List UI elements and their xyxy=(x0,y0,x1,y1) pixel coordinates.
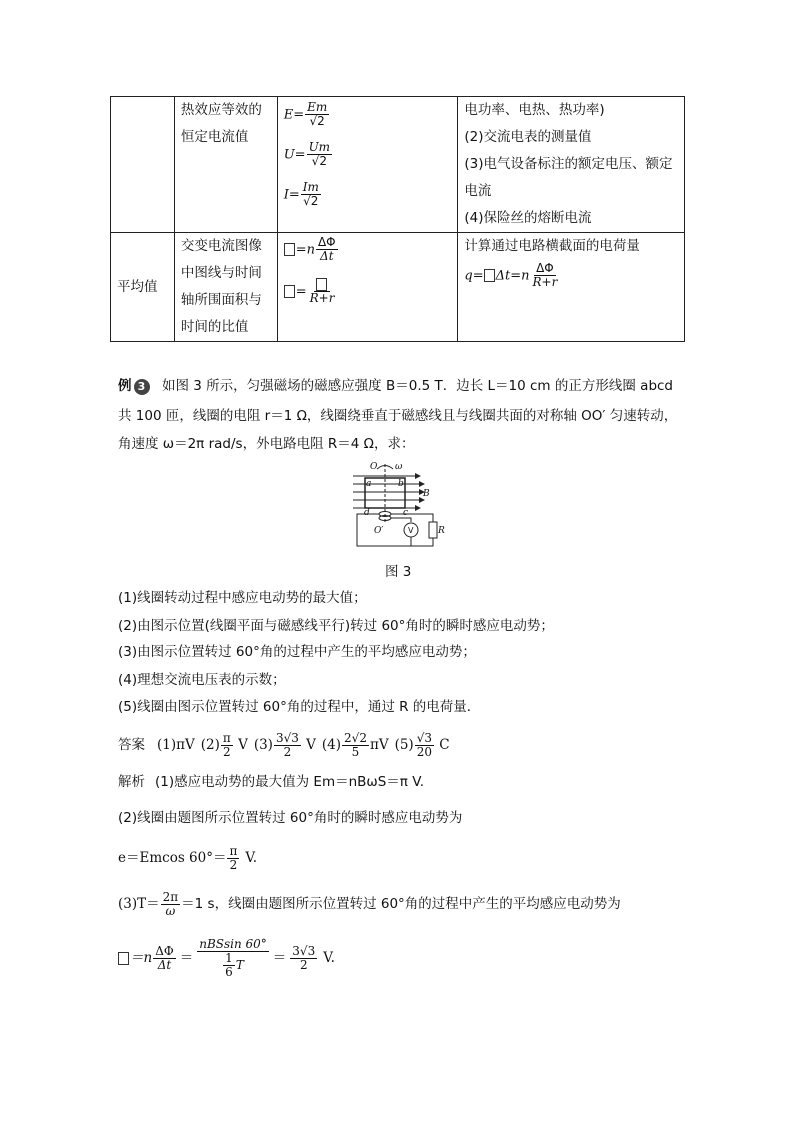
table-cell-avg-use xyxy=(458,233,685,342)
question-line: (5)线圈由图示位置转过 60°角的过程中，通过 R 的电荷量． xyxy=(118,699,481,715)
answer-row xyxy=(118,726,450,764)
example-header xyxy=(118,376,150,396)
table-row xyxy=(111,97,685,233)
solution-label: 解析 xyxy=(118,774,145,790)
answer-5: (5) $\frac{√3}{20}$ C xyxy=(394,730,450,759)
table-cell-empty xyxy=(111,97,175,233)
arrow-head-icon xyxy=(415,505,421,511)
coil-figure xyxy=(345,460,455,552)
question-line: (1)线圈转动过程中感应电动势的最大值； xyxy=(118,590,367,606)
table-cell-formulas xyxy=(277,97,458,233)
solution-line-2: (2)线圈由题图所示位置转过 60°角时的瞬时感应电动势为 xyxy=(118,810,463,826)
formula-q: q= Δt=n $\frac{\Delta\Phi}{R+r}$ xyxy=(464,261,558,289)
answer-1: (1)πV xyxy=(157,737,195,753)
arrow-head-icon xyxy=(415,473,421,479)
label-omega: ω xyxy=(395,462,403,472)
table-row xyxy=(111,233,685,342)
answer-3: (3) $\frac{3√3}{2}$ V xyxy=(253,730,316,759)
desc-line: 交变电流图像 xyxy=(180,238,262,254)
solution-line-3: (3)T＝ $\frac{2\pi}{\omega}$ ＝1 s，线圈由题图所示位置转过 60°角的过程中产生的平均感应电动势为 xyxy=(118,889,621,918)
use-line: 电功率、电热、热功率) xyxy=(464,102,605,118)
placeholder-box-icon xyxy=(316,278,327,291)
problem-line: 如图 3 所示，匀强磁场的磁感应强度 B＝0.5 T．边长 L＝10 cm 的正方形线圈 abcd xyxy=(162,378,674,394)
placeholder-box-icon xyxy=(484,269,495,282)
placeholder-box-icon xyxy=(284,285,295,298)
use-line: (2)交流电表的测量值 xyxy=(464,129,592,145)
label-a: a xyxy=(366,479,372,489)
label-r: R xyxy=(438,526,445,536)
name-line: 恒定电流值 xyxy=(180,129,249,145)
formula-table xyxy=(110,96,685,342)
label-o-top: O xyxy=(370,462,378,472)
label-o-bottom: O′ xyxy=(374,526,384,536)
formula-avg-i: = R+r xyxy=(284,278,458,312)
circuit-wire xyxy=(357,514,433,546)
placeholder-box-icon xyxy=(284,243,295,256)
formula-u: U= $\frac{Um}{√2}$ xyxy=(283,140,331,168)
question-line: (3)由图示位置转过 60°角的过程中产生的平均感应电动势； xyxy=(118,644,476,660)
label-v: V xyxy=(408,526,414,535)
desc-line: 中图线与时间 xyxy=(180,265,262,281)
desc-line: 轴所围面积与 xyxy=(180,292,262,308)
circuit-wire xyxy=(391,518,411,522)
use-line: (4)保险丝的熔断电流 xyxy=(464,210,592,226)
row-label: 平均值 xyxy=(117,278,158,295)
solution-eq-3: ＝n $\frac{\Delta\Phi}{\Delta t}$ ＝ nBSsin 60° $\frac{1}{6}$ T ＝ $\frac{3√3}{2}$ V. xyxy=(118,930,335,986)
figure-caption: 图 3 xyxy=(385,564,412,580)
formula-avg-e: =n $\frac{\Delta\Phi}{\Delta t}$ xyxy=(284,236,458,270)
formula-e: E= $\frac{Em}{√2}$ xyxy=(283,100,328,128)
solution-line-1: 解析 (1)感应电动势的最大值为 Em＝nBωS＝π V. xyxy=(118,774,424,790)
nested-fraction: nBSsin 60° $\frac{1}{6}$ T xyxy=(199,936,267,979)
resistor xyxy=(429,522,437,538)
table-cell-name xyxy=(174,97,277,233)
use-line: 电流 xyxy=(464,183,492,199)
label-c: c xyxy=(403,508,409,518)
label-d: d xyxy=(364,508,370,518)
answer-label: 答案 xyxy=(118,737,145,753)
name-line: 热效应等效的 xyxy=(180,102,262,118)
problem-line: 共 100 匝，线圈的电阻 r＝1 Ω，线圈绕垂直于磁感线且与线圈共面的对称轴 OO′ 匀速转动， xyxy=(118,408,678,424)
label-field-b: B xyxy=(423,489,430,499)
example-number-badge: 3 xyxy=(134,379,150,395)
table-cell-uses xyxy=(458,97,685,233)
question-line: (4)理想交流电压表的示数； xyxy=(118,672,286,688)
table-cell-label xyxy=(111,233,175,342)
formula-i: I= $\frac{Im}{√2}$ xyxy=(283,180,319,208)
label-b: b xyxy=(398,479,404,489)
arrow-head-icon xyxy=(419,481,425,487)
problem-line: 角速度 ω＝2π rad/s，外电路电阻 R＝4 Ω，求： xyxy=(118,436,415,452)
table-cell-desc xyxy=(174,233,277,342)
example-label: 例 xyxy=(118,378,132,394)
use-title: 计算通过电路横截面的电荷量 xyxy=(464,238,640,254)
use-line: (3)电气设备标注的额定电压、额定 xyxy=(464,156,673,172)
solution-eq-2: e＝Emcos 60°＝ $\frac{\pi}{2}$ V. xyxy=(118,843,258,872)
table-cell-avg-formulas xyxy=(277,233,458,342)
answer-4: (4) $\frac{2√2}{5}$ πV xyxy=(321,730,389,759)
desc-line: 时间的比值 xyxy=(180,319,249,335)
question-line: (2)由图示位置(线圈平面与磁感线平行)转过 60°角时的瞬时感应电动势； xyxy=(118,618,554,634)
answer-2: (2) $\frac{\pi}{2}$ V xyxy=(200,730,248,759)
placeholder-box-icon xyxy=(118,952,129,965)
